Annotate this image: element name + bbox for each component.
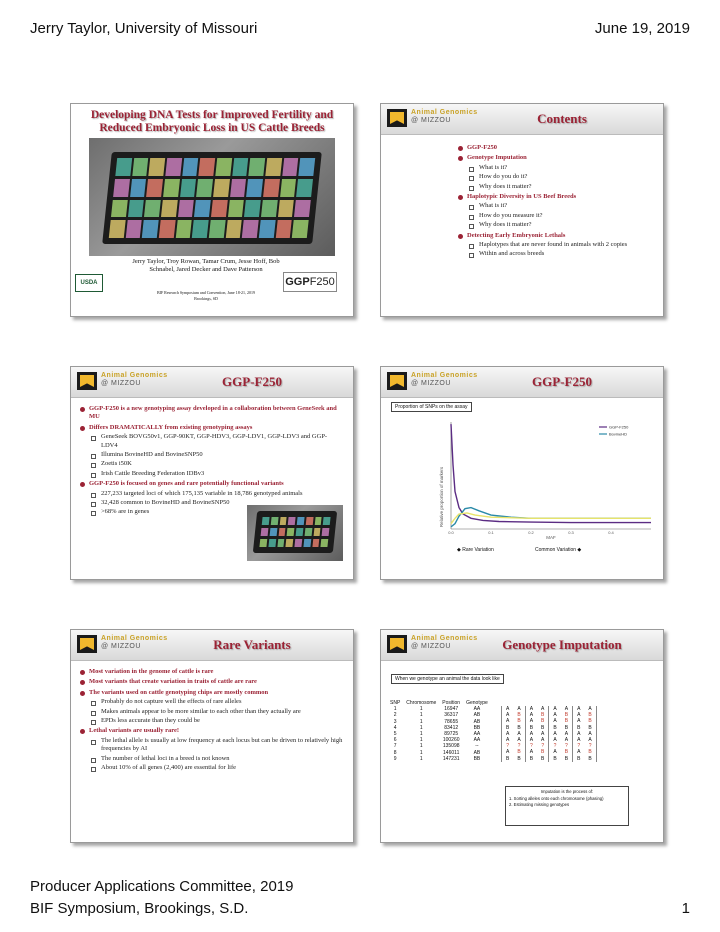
slide-ggp-f250-chart bbox=[380, 366, 664, 580]
usda-logo bbox=[75, 274, 103, 292]
allele-cell: B bbox=[561, 756, 573, 762]
allele-cell: ? bbox=[573, 743, 585, 749]
ggp-logo-light: F250 bbox=[309, 276, 335, 288]
chip-well bbox=[313, 528, 321, 536]
allele-cell: A bbox=[525, 749, 537, 755]
chip-well bbox=[149, 158, 166, 176]
allele-cell: B bbox=[561, 712, 573, 718]
chip-well bbox=[265, 158, 282, 176]
sub-bullet-item: The number of lethal loci in a breed is not known bbox=[79, 755, 343, 763]
allele-cell: A bbox=[549, 737, 561, 743]
allele-cell: B bbox=[525, 756, 537, 762]
chip-well bbox=[132, 158, 149, 176]
overview-list bbox=[79, 403, 343, 518]
sub-bullet-item: About 10% of all genes (2,400) are essential for life bbox=[79, 764, 343, 772]
slide-banner bbox=[381, 104, 663, 135]
allele-cell: ? bbox=[537, 743, 549, 749]
chip-well bbox=[262, 517, 270, 525]
allele-cell: B bbox=[561, 718, 573, 724]
chip-well bbox=[312, 539, 320, 547]
common-variation-label: Common Variation ◆ bbox=[535, 547, 582, 553]
chip-well bbox=[299, 158, 316, 176]
imputation-process-box bbox=[505, 786, 629, 826]
table-header-cell: Position bbox=[442, 700, 461, 706]
table-cell: AA bbox=[473, 706, 481, 713]
allele-cell: B bbox=[502, 756, 514, 762]
genotyping-chip bbox=[102, 152, 322, 244]
chip-well bbox=[209, 220, 226, 238]
usda-logo-text: USDA bbox=[80, 280, 98, 286]
chip-well bbox=[275, 220, 292, 238]
slide-rare-variants bbox=[70, 629, 354, 843]
chip-well bbox=[280, 179, 297, 197]
sub-bullet-item: What is it? bbox=[457, 164, 657, 172]
chip-well bbox=[146, 179, 163, 197]
table-cell: BB bbox=[473, 724, 481, 731]
sub-bullet-item: EPDs less accurate than they could be bbox=[79, 717, 343, 725]
table-cell: 36317 bbox=[444, 712, 459, 719]
ggp-logo-bold: GGP bbox=[285, 276, 310, 288]
table-cell: 100260 bbox=[442, 737, 460, 744]
bullet-item: Differs DRAMATICALLY from existing genotyping assays bbox=[79, 424, 343, 432]
allele-cell: ? bbox=[549, 743, 561, 749]
haplotype-grid bbox=[501, 706, 597, 762]
sub-bullet-item: 227,233 targeted loci of which 175,135 variable in 18,786 genotyped animals bbox=[79, 490, 343, 498]
allele-cell: A bbox=[537, 731, 549, 737]
slide-contents bbox=[380, 103, 664, 317]
allele-cell: A bbox=[525, 712, 537, 718]
allele-cell: B bbox=[573, 725, 585, 731]
footer-event: BIF Symposium, Brookings, S.D. bbox=[30, 900, 249, 917]
process-title: Imputation is the process of: bbox=[540, 789, 594, 794]
chip-well bbox=[314, 517, 322, 525]
sub-bullet-item: Zoetis i50K bbox=[79, 460, 343, 468]
allele-cell: A bbox=[584, 706, 596, 712]
chip-well bbox=[180, 179, 197, 197]
table-cell: 1 bbox=[419, 743, 423, 750]
chip-well bbox=[278, 200, 295, 218]
slide-title bbox=[70, 103, 354, 317]
bullet-item: GGP-F250 bbox=[457, 144, 657, 152]
chip-well bbox=[259, 220, 276, 238]
page-number: 1 bbox=[681, 900, 690, 917]
logo-line2: @ MIZZOU bbox=[411, 643, 451, 650]
table-cell: 3 bbox=[393, 718, 397, 725]
chart-y-label: Relative proportion of markers bbox=[439, 466, 444, 528]
author-list: Jerry Taylor, Troy Rowan, Tamar Crum, Jesse Hoff, Bob Schnabel, Jared Decker and Dave Patterson bbox=[132, 258, 280, 273]
process-step: 2. Estimating missing genotypes bbox=[509, 802, 570, 807]
chip-well bbox=[296, 528, 304, 536]
allele-cell: B bbox=[513, 725, 525, 731]
imputation-box-label: When we genotype an animal the data look like bbox=[391, 674, 504, 684]
bullet-item: Most variants that create variation in traits of cattle are rare bbox=[79, 678, 343, 686]
allele-cell: A bbox=[513, 731, 525, 737]
bullet-item: The variants used on cattle genotyping chips are mostly common bbox=[79, 689, 343, 697]
slide-banner bbox=[381, 630, 663, 661]
logo-line2: @ MIZZOU bbox=[101, 643, 141, 650]
chip-well bbox=[282, 158, 299, 176]
allele-cell: A bbox=[502, 706, 514, 712]
chip-well bbox=[263, 179, 280, 197]
allele-cell: A bbox=[561, 706, 573, 712]
allele-cell: ? bbox=[502, 743, 514, 749]
allele-cell: B bbox=[561, 725, 573, 731]
slide-heading: Genotype Imputation bbox=[502, 637, 622, 652]
chip-well bbox=[278, 528, 286, 536]
allele-cell: A bbox=[513, 737, 525, 743]
chip-well bbox=[115, 158, 132, 176]
chip-well bbox=[230, 179, 247, 197]
event-place: Brookings, SD bbox=[194, 296, 218, 301]
allele-cell: A bbox=[525, 718, 537, 724]
bullet-item: Lethal variants are usually rare! bbox=[79, 727, 343, 735]
table-cell: 1 bbox=[419, 731, 423, 738]
sub-bullet-item: Haplotypes that are never found in animals with 2 copies bbox=[457, 241, 657, 249]
genotype-table bbox=[387, 700, 491, 762]
allele-cell: ? bbox=[513, 743, 525, 749]
chip-well bbox=[305, 517, 313, 525]
sub-bullet-item: Why does it matter? bbox=[457, 221, 657, 229]
allele-cell: B bbox=[513, 712, 525, 718]
chip-well bbox=[175, 220, 192, 238]
sub-bullet-item: GeneSeek BOVG50v1, GGP-90KT, GGP-HDV3, GGP-LDV1, GGP-LDV3 and GGP-LDV4 bbox=[79, 433, 343, 450]
sub-bullet-item: Illumina BovineHD and BovineSNP50 bbox=[79, 451, 343, 459]
chip-well bbox=[165, 158, 182, 176]
legend-label: GGP-F250 bbox=[609, 424, 629, 430]
logo-line1: Animal Genomics bbox=[411, 372, 478, 379]
allele-cell: A bbox=[573, 731, 585, 737]
chip-photo-small bbox=[247, 505, 343, 561]
table-header-cell: SNP bbox=[390, 700, 401, 706]
haplotype-row bbox=[502, 756, 597, 762]
allele-cell: A bbox=[549, 712, 561, 718]
allele-cell: A bbox=[513, 706, 525, 712]
table-header-cell: Genotype bbox=[466, 700, 488, 706]
chip-well bbox=[161, 200, 178, 218]
chip-well bbox=[144, 200, 161, 218]
allele-cell: A bbox=[525, 737, 537, 743]
table-cell: 146011 bbox=[443, 749, 460, 756]
bullet-item: Most variation in the genome of cattle is rare bbox=[79, 668, 343, 676]
table-cell: 78655 bbox=[444, 718, 459, 725]
x-tick-label: 0.0 bbox=[448, 530, 454, 535]
allele-cell: B bbox=[525, 725, 537, 731]
series-line bbox=[451, 424, 651, 522]
allele-cell: ? bbox=[525, 743, 537, 749]
chip-well bbox=[303, 539, 311, 547]
chip-well bbox=[323, 517, 331, 525]
slide-banner bbox=[71, 367, 353, 398]
chip-well bbox=[286, 539, 294, 547]
logo-line2: @ MIZZOU bbox=[101, 380, 141, 387]
allele-cell: B bbox=[537, 712, 549, 718]
allele-cell: A bbox=[573, 712, 585, 718]
allele-cell: ? bbox=[584, 743, 596, 749]
maf-chart bbox=[381, 367, 663, 579]
allele-cell: B bbox=[537, 749, 549, 755]
chip-well bbox=[109, 220, 126, 238]
allele-cell: A bbox=[549, 749, 561, 755]
table-row bbox=[387, 756, 491, 762]
allele-cell: A bbox=[549, 706, 561, 712]
legend-label: BovineHD bbox=[609, 431, 628, 437]
table-cell: 1 bbox=[419, 755, 423, 762]
table-cell: 147231 bbox=[442, 755, 460, 762]
logo-line2: @ MIZZOU bbox=[411, 117, 451, 124]
chart-x-label: MAF bbox=[546, 535, 556, 540]
x-tick-label: 0.4 bbox=[608, 530, 614, 535]
sub-bullet-item: The lethal allele is usually at low frequency at each locus but can be driven to relatively high frequencies by AI bbox=[79, 737, 343, 754]
allele-cell: A bbox=[561, 731, 573, 737]
slide-heading: GGP-F250 bbox=[532, 374, 592, 389]
allele-cell: B bbox=[584, 756, 596, 762]
allele-cell: B bbox=[513, 749, 525, 755]
allele-cell: A bbox=[502, 731, 514, 737]
chip-well bbox=[249, 158, 266, 176]
allele-cell: B bbox=[537, 718, 549, 724]
table-cell: 6 bbox=[393, 737, 397, 744]
sub-bullet-item: Probably do not capture well the effects of rare alleles bbox=[79, 698, 343, 706]
allele-cell: B bbox=[561, 749, 573, 755]
allele-cell: B bbox=[502, 725, 514, 731]
chip-well bbox=[159, 220, 176, 238]
chip-well bbox=[213, 179, 230, 197]
allele-cell: B bbox=[549, 756, 561, 762]
table-cell: 83412 bbox=[444, 724, 459, 731]
slide-heading: Rare Variants bbox=[213, 637, 291, 652]
allele-cell: A bbox=[502, 718, 514, 724]
table-cell: AB bbox=[473, 712, 481, 719]
bullet-item: Detecting Early Embryonic Lethals bbox=[457, 232, 657, 240]
sub-bullet-item: Why does it matter? bbox=[457, 183, 657, 191]
chip-well bbox=[296, 179, 313, 197]
bullet-item: Genotype Imputation bbox=[457, 154, 657, 162]
logo-line1: Animal Genomics bbox=[411, 635, 478, 642]
chip-well bbox=[192, 220, 209, 238]
table-header-cell: Chromosome bbox=[406, 700, 437, 706]
chip-well bbox=[163, 179, 180, 197]
sub-bullet-item: What is it? bbox=[457, 202, 657, 210]
chip-well bbox=[178, 200, 195, 218]
allele-cell: B bbox=[513, 756, 525, 762]
chip-well bbox=[113, 179, 130, 197]
chip-well bbox=[215, 158, 232, 176]
table-cell: AB bbox=[473, 749, 481, 756]
allele-cell: B bbox=[584, 718, 596, 724]
allele-cell: A bbox=[573, 737, 585, 743]
allele-cell: B bbox=[549, 725, 561, 731]
chip-well bbox=[292, 220, 309, 238]
allele-cell: B bbox=[513, 718, 525, 724]
slide-ggp-f250-overview bbox=[70, 366, 354, 580]
allele-cell: A bbox=[525, 706, 537, 712]
chip-well bbox=[288, 517, 296, 525]
table-cell: AA bbox=[473, 737, 481, 744]
chip-well bbox=[287, 528, 295, 536]
page-header-left: Jerry Taylor, University of Missouri bbox=[30, 20, 258, 37]
table-cell: 1 bbox=[419, 749, 423, 756]
x-tick-label: 0.2 bbox=[528, 530, 534, 535]
slide-heading: GGP-F250 bbox=[222, 374, 282, 389]
contents-list bbox=[457, 142, 657, 260]
chip-well bbox=[297, 517, 305, 525]
table-cell: 7 bbox=[393, 743, 397, 750]
allele-cell: A bbox=[549, 731, 561, 737]
allele-cell: B bbox=[537, 725, 549, 731]
table-cell: -- bbox=[475, 743, 479, 750]
slide-banner bbox=[71, 630, 353, 661]
slide-title-heading: Developing DNA Tests for Improved Fertility and Reduced Embryonic Loss in US Cattle Breeds bbox=[90, 109, 334, 134]
allele-cell: B bbox=[584, 712, 596, 718]
allele-cell: ? bbox=[561, 743, 573, 749]
table-cell: 1 bbox=[419, 737, 423, 744]
chip-well bbox=[128, 200, 145, 218]
logo-line2: @ MIZZOU bbox=[411, 380, 451, 387]
chip-well bbox=[279, 517, 287, 525]
allele-cell: A bbox=[573, 706, 585, 712]
sub-bullet-item: Within and across breeds bbox=[457, 250, 657, 258]
table-cell: 2 bbox=[393, 712, 397, 719]
chip-well bbox=[321, 539, 329, 547]
genotyping-chip bbox=[253, 511, 337, 553]
chip-well bbox=[270, 517, 278, 525]
chip-well bbox=[232, 158, 249, 176]
chip-well bbox=[304, 528, 312, 536]
sub-bullet-item: How do you do it? bbox=[457, 173, 657, 181]
allele-cell: A bbox=[537, 737, 549, 743]
allele-cell: A bbox=[573, 749, 585, 755]
chip-well bbox=[244, 200, 261, 218]
slide-genotype-imputation bbox=[380, 629, 664, 843]
chip-well bbox=[277, 539, 285, 547]
chip-well bbox=[182, 158, 199, 176]
series-line bbox=[451, 508, 651, 527]
allele-cell: B bbox=[584, 725, 596, 731]
chip-well bbox=[225, 220, 242, 238]
allele-cell: A bbox=[502, 749, 514, 755]
sub-bullet-item: Irish Cattle Breeding Federation IDBv3 bbox=[79, 470, 343, 478]
allele-cell: A bbox=[537, 706, 549, 712]
table-cell: 16947 bbox=[444, 706, 459, 713]
chip-well bbox=[125, 220, 142, 238]
chip-well bbox=[199, 158, 216, 176]
table-cell: 9 bbox=[393, 755, 397, 762]
table-cell: BB bbox=[473, 755, 481, 762]
sub-bullet-item: 32,428 common to BovineHD and BovineSNP50 bbox=[79, 499, 343, 507]
slide-heading: Contents bbox=[537, 111, 587, 126]
chip-well bbox=[194, 200, 211, 218]
chip-well bbox=[322, 528, 330, 536]
chip-well bbox=[142, 220, 159, 238]
bullet-item: Haplotypic Diversity in US Beef Breeds bbox=[457, 193, 657, 201]
allele-cell: B bbox=[537, 756, 549, 762]
sub-bullet-item: >68% are in genes bbox=[79, 508, 343, 516]
table-cell: 135098 bbox=[442, 743, 460, 750]
chip-well bbox=[268, 539, 276, 547]
logo-line1: Animal Genomics bbox=[101, 372, 168, 379]
chip-well bbox=[294, 200, 311, 218]
chip-well bbox=[269, 528, 277, 536]
allele-cell: A bbox=[584, 731, 596, 737]
logo-line1: Animal Genomics bbox=[101, 635, 168, 642]
chip-well bbox=[246, 179, 263, 197]
x-tick-label: 0.3 bbox=[568, 530, 574, 535]
event-line: BIF Research Symposium and Convention, June 18-21, 2019 bbox=[156, 290, 256, 295]
chip-well bbox=[196, 179, 213, 197]
x-tick-label: 0.1 bbox=[488, 530, 494, 535]
allele-cell: A bbox=[561, 737, 573, 743]
allele-cell: A bbox=[573, 718, 585, 724]
bullet-item: GGP-F250 is a new genotyping assay developed in a collaboration between GeneSeek and MU bbox=[79, 405, 343, 422]
chip-photo bbox=[89, 138, 335, 256]
chip-well bbox=[261, 200, 278, 218]
chart-box-label: Proportion of SNPs on the assay bbox=[391, 402, 472, 412]
rare-variation-label: ◆ Rare Variation bbox=[457, 547, 494, 553]
table-cell: 1 bbox=[419, 712, 423, 719]
table-cell: 4 bbox=[393, 724, 397, 731]
sub-bullet-item: How do you measure it? bbox=[457, 212, 657, 220]
allele-cell: B bbox=[584, 749, 596, 755]
rare-variants-list bbox=[79, 666, 343, 773]
table-cell: 1 bbox=[419, 724, 423, 731]
chip-well bbox=[130, 179, 147, 197]
chip-well bbox=[211, 200, 228, 218]
table-cell: AB bbox=[473, 718, 481, 725]
allele-cell: A bbox=[584, 737, 596, 743]
table-cell: 5 bbox=[393, 731, 397, 738]
process-step: 1. Sorting alleles onto each chromosome (phasing) bbox=[509, 795, 604, 801]
ggp-logo bbox=[283, 272, 337, 292]
table-cell: AA bbox=[473, 731, 481, 738]
chip-well bbox=[242, 220, 259, 238]
table-cell: 89725 bbox=[444, 731, 459, 738]
allele-cell: A bbox=[502, 712, 514, 718]
chip-well bbox=[294, 539, 302, 547]
table-cell: 1 bbox=[419, 718, 423, 725]
table-cell: 8 bbox=[393, 749, 397, 756]
chip-well bbox=[228, 200, 245, 218]
allele-cell: A bbox=[525, 731, 537, 737]
allele-cell: A bbox=[549, 718, 561, 724]
bullet-item: GGP-F250 is focused on genes and rare potentially functional variants bbox=[79, 480, 343, 488]
logo-line1: Animal Genomics bbox=[411, 109, 478, 116]
allele-cell: B bbox=[573, 756, 585, 762]
table-cell: 1 bbox=[393, 706, 397, 713]
chip-well bbox=[261, 528, 269, 536]
footer-committee: Producer Applications Committee, 2019 bbox=[30, 878, 294, 895]
chip-well bbox=[259, 539, 267, 547]
table-cell: 1 bbox=[419, 706, 423, 713]
sub-bullet-item: Makes animals appear to be more similar to each other than they actually are bbox=[79, 708, 343, 716]
page-header-date: June 19, 2019 bbox=[594, 20, 690, 37]
allele-cell: A bbox=[502, 737, 514, 743]
chip-well bbox=[111, 200, 128, 218]
